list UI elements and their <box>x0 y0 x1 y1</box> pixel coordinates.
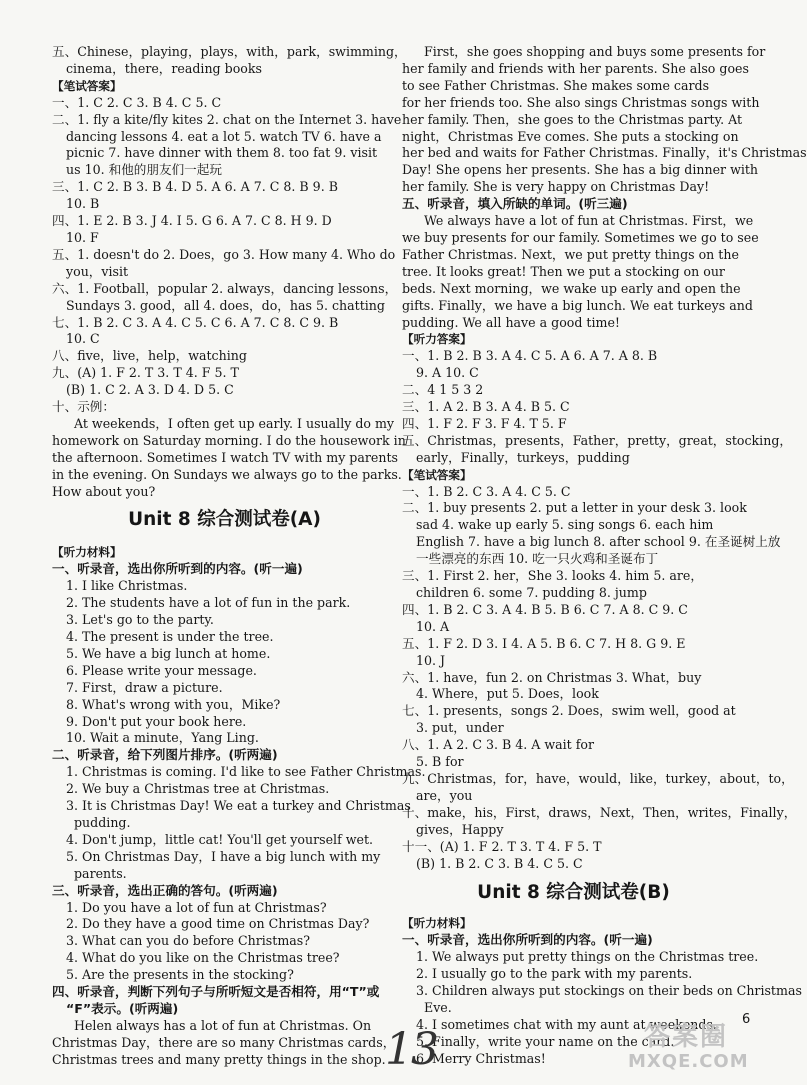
answer-block-top-left <box>52 44 407 500</box>
text-line: 六、1. have，fun 2. on Christmas 3. What，buy <box>402 669 702 685</box>
text-line: 五、Chinese，playing，plays，with，park，swimming， <box>52 44 407 59</box>
text-line: 10. J <box>416 652 446 668</box>
text-line: 七、1. B 2. C 3. A 4. C 5. C 6. A 7. C 8. C 9. B <box>52 314 339 330</box>
text-line: 四、1. B 2. C 3. A 4. B 5. B 6. C 7. A 8. C 9. C <box>402 601 688 617</box>
text-line: 10. C <box>66 331 100 347</box>
text-line: 1. We always put pretty things on the Christmas tree. <box>416 949 759 965</box>
text-line: (B) 1. C 2. A 3. D 4. D 5. C <box>66 382 234 398</box>
text-line: 十、make，his，First，draws，Next，Then，writes，Finally， <box>402 804 797 820</box>
text-line: 5. We have a big lunch at home. <box>66 645 271 661</box>
handwritten-page-number: 13 <box>385 1024 437 1075</box>
text-line: pudding. <box>74 814 131 830</box>
text-line: 6. Merry Christmas! <box>416 1050 546 1066</box>
text-line: English 7. have a big lunch 8. after school 9. 在圣诞树上放 <box>416 534 781 550</box>
text-line: us 10. 和他的朋友们一起玩 <box>66 162 222 178</box>
text-line: 五、1. F 2. D 3. I 4. A 5. B 6. C 7. H 8. G 9. E <box>402 635 686 651</box>
text-line: 二、1. buy presents 2. put a letter in your desk 3. look <box>402 500 747 516</box>
text-line: gifts. Finally，we have a big lunch. We eat turkeys and <box>402 297 753 313</box>
text-line: sad 4. wake up early 5. sing songs 6. each him <box>416 517 714 533</box>
text-line: 四、听录音，判断下列句子与所听短文是否相符，用“T”或 <box>52 984 380 1000</box>
text-line: 8. What's wrong with you，Mike? <box>66 696 281 712</box>
text-line: 二、4 1 5 3 2 <box>402 382 484 398</box>
text-line: in the evening. On Sundays we always go to the parks. <box>52 466 402 482</box>
text-line: First，she goes shopping and buys some presents for <box>424 44 766 59</box>
text-line: tree. It looks great! Then we put a stocking on our <box>402 263 725 279</box>
text-line: 一些漂亮的东西 10. 吃一只火鸡和圣诞布丁 <box>416 551 659 567</box>
unit-8-test-b-title: Unit 8 综合测试卷(B) <box>477 882 670 904</box>
text-line: 2. The students have a lot of fun in the park. <box>66 595 351 611</box>
text-line: 4. Where，put 5. Does，look <box>416 686 599 702</box>
text-line: 六、1. Football，popular 2. always，dancing lessons， <box>52 280 398 296</box>
text-line: 9. Don't put your book here. <box>66 713 247 729</box>
text-line: 【听力答案】 <box>402 332 472 347</box>
text-line: children 6. some 7. pudding 8. jump <box>416 585 647 600</box>
text-line: 10. Wait a minute，Yang Ling. <box>66 730 259 746</box>
text-line: 2. Do they have a good time on Christmas Day? <box>66 916 370 932</box>
text-line: parents. <box>74 865 127 881</box>
text-line: early，Finally，turkeys，pudding <box>416 449 630 465</box>
text-line: 三、1. C 2. B 3. B 4. D 5. A 6. A 7. C 8. B 9. B <box>52 179 338 195</box>
text-line: 五、听录音，填入所缺的单词。(听三遍) <box>402 196 628 212</box>
watermark-line-1: 答案圈 <box>643 1022 728 1052</box>
text-line: 四、1. F 2. F 3. F 4. T 5. F <box>402 415 567 431</box>
text-line: 1. Do you have a lot of fun at Christmas? <box>66 899 327 915</box>
text-line: picnic 7. have dinner with them 8. too fat 9. visit <box>66 145 378 161</box>
text-line: dancing lessons 4. eat a lot 5. watch TV 6. have a <box>66 128 382 144</box>
watermark-line-2: MXQE.COM <box>628 1051 749 1072</box>
text-line: 9. A 10. C <box>416 365 479 381</box>
text-line: gives，Happy <box>416 821 504 837</box>
text-line: 7. First，draw a picture. <box>66 679 223 695</box>
answer-block-right <box>402 44 807 872</box>
text-line: 5. Are the presents in the stocking? <box>66 967 294 983</box>
text-line: 10. B <box>66 196 100 212</box>
text-line: 3. put，under <box>416 720 504 736</box>
text-line: 二、听录音，给下列图片排序。(听两遍) <box>52 747 278 763</box>
text-line: 10. A <box>416 618 450 634</box>
text-line: 一、听录音，选出你所听到的内容。(听一遍) <box>402 932 653 948</box>
text-line: 10. F <box>66 229 99 245</box>
text-line: 九、Christmas，for，have，would，like，turkey，about，to， <box>402 770 794 786</box>
text-line: We always have a lot of fun at Christmas. First，we <box>424 213 754 229</box>
text-line: Helen always has a lot of fun at Christmas. On <box>74 1017 372 1033</box>
text-line: “F”表示。(听两遍) <box>66 1000 179 1016</box>
text-line: 4. Don't jump，little cat! You'll get yourself wet. <box>66 831 374 847</box>
text-line: her bed and waits for Father Christmas. Finally，it's Christmas <box>402 145 807 161</box>
text-line: are，you <box>416 787 473 803</box>
unit-8-test-a-title: Unit 8 综合测试卷(A) <box>128 509 321 531</box>
text-line: her family and friends with her parents. She also goes <box>402 60 749 76</box>
text-line: 五、1. doesn't do 2. Does，go 3. How many 4. Who do <box>52 246 396 262</box>
text-line: 4. The present is under the tree. <box>66 629 274 644</box>
text-line: 1. I like Christmas. <box>66 578 188 594</box>
text-line: 2. I usually go to the park with my parents. <box>416 966 693 982</box>
text-line: 三、听录音，选出正确的答句。(听两遍) <box>52 882 278 898</box>
text-line: 九、(A) 1. F 2. T 3. T 4. F 5. T <box>52 365 239 381</box>
text-line: night，Christmas Eve comes. She puts a stocking on <box>402 128 739 144</box>
right-column <box>402 44 807 1068</box>
text-line: 3. It is Christmas Day! We eat a turkey and Christmas <box>66 798 411 814</box>
text-line: 十、示例： <box>52 399 115 415</box>
text-line: you，visit <box>66 263 129 279</box>
text-line: the afternoon. Sometimes I watch TV with my parents <box>52 449 398 465</box>
text-line: 一、1. B 2. C 3. A 4. C 5. C <box>402 483 571 499</box>
text-line: 3. Let's go to the party. <box>66 612 214 628</box>
text-line: Father Christmas. Next，we put pretty things on the <box>402 246 739 262</box>
text-line: beds. Next morning，we wake up early and open the <box>402 280 741 296</box>
text-line: Day! She opens her presents. She has a big dinner with <box>402 162 759 178</box>
text-line: 七、1. presents，songs 2. Does，swim well，good at <box>402 703 736 719</box>
text-line: Christmas Day，there are so many Christmas cards， <box>52 1034 396 1050</box>
text-line: 三、1. A 2. B 3. A 4. B 5. C <box>402 399 570 415</box>
text-line: 5. On Christmas Day，I have a big lunch with my <box>66 848 381 864</box>
text-line: 【笔试答案】 <box>52 78 122 93</box>
text-line: pudding. We all have a good time! <box>402 314 620 330</box>
text-line: 一、1. B 2. B 3. A 4. C 5. A 6. A 7. A 8. B <box>402 348 658 364</box>
text-line: 【听力材料】 <box>402 916 472 931</box>
text-line: cinema，there，reading books <box>66 60 262 76</box>
text-line: homework on Saturday morning. I do the housework in <box>52 432 406 448</box>
listening-material-b <box>402 915 802 1067</box>
text-line: 5. B for <box>416 754 464 770</box>
text-line: 一、1. C 2. C 3. B 4. C 5. C <box>52 94 222 110</box>
text-line: How about you? <box>52 483 156 499</box>
text-line: we buy presents for our family. Sometimes we go to see <box>402 229 759 245</box>
text-line: 3. Children always put stockings on their beds on Christmas <box>416 983 802 999</box>
text-line: 三、1. First 2. her，She 3. looks 4. him 5. are， <box>402 568 703 584</box>
text-line: 五、Christmas，presents，Father，pretty，great，stocking， <box>402 432 792 448</box>
text-line: her family. Then，she goes to the Christmas party. At <box>402 111 743 127</box>
text-line: 5. Finally，write your name on the card. <box>416 1033 675 1049</box>
text-line: At weekends，I often get up early. I usually do my <box>74 415 395 431</box>
text-line: 十一、(A) 1. F 2. T 3. T 4. F 5. T <box>402 838 602 854</box>
text-line: 4. I sometimes chat with my aunt at weekends. <box>416 1016 717 1032</box>
text-line: 一、听录音，选出你所听到的内容。(听一遍) <box>52 561 303 577</box>
text-line: 【笔试答案】 <box>402 467 472 482</box>
edge-page-mark: 6 <box>742 1012 751 1027</box>
text-line: her family. She is very happy on Christmas Day! <box>402 179 710 195</box>
text-line: (B) 1. B 2. C 3. B 4. C 5. C <box>416 855 583 871</box>
text-line: 八、1. A 2. C 3. B 4. A wait for <box>402 737 594 753</box>
text-line: 四、1. E 2. B 3. J 4. I 5. G 6. A 7. C 8. H 9. D <box>52 213 332 229</box>
text-line: 6. Please write your message. <box>66 662 257 678</box>
text-line: Christmas trees and many pretty things in the shop. <box>52 1051 386 1067</box>
text-line: 4. What do you like on the Christmas tree? <box>66 950 340 966</box>
text-line: 3. What can you do before Christmas? <box>66 933 310 949</box>
text-line: 1. Christmas is coming. I'd like to see Father Christmas. <box>66 764 426 780</box>
text-line: to see Father Christmas. She makes some cards <box>402 77 710 93</box>
text-line: Eve. <box>424 999 452 1015</box>
text-line: 八、five，live，help，watching <box>52 348 247 364</box>
text-line: Sundays 3. good，all 4. does，do，has 5. chatting <box>66 297 385 313</box>
text-line: 二、1. fly a kite/fly kites 2. chat on the Internet 3. have <box>52 111 402 127</box>
text-line: 【听力材料】 <box>52 545 122 560</box>
text-line: 2. We buy a Christmas tree at Christmas. <box>66 781 330 797</box>
text-line: for her friends too. She also sings Christmas songs with <box>402 94 760 110</box>
